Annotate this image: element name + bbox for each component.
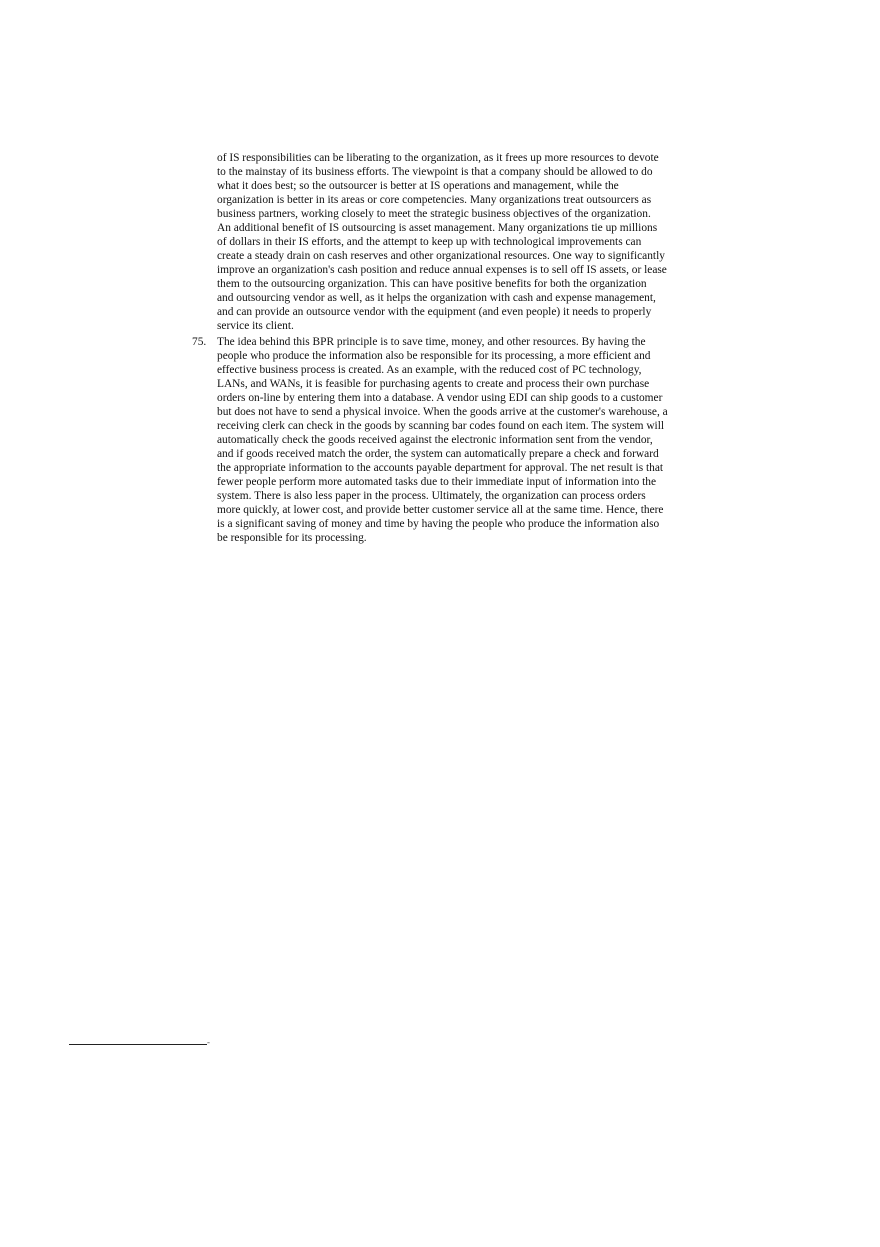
paragraph-line: more quickly, at lower cost, and provide better customer service all at the same time. Hence, there bbox=[217, 504, 664, 516]
paragraph-line: and outsourcing vendor as well, as it helps the organization with cash and expense management, bbox=[217, 292, 656, 304]
paragraph-line: the appropriate information to the accounts payable department for approval. The net result is that bbox=[217, 462, 664, 474]
paragraph-line: receiving clerk can check in the goods by scanning bar codes found on each item. The system will bbox=[217, 420, 665, 432]
paragraph-line: people who produce the information also be responsible for its processing, a more efficient and bbox=[217, 350, 651, 362]
paragraph-line: orders on-line by entering them into a database. A vendor using EDI can ship goods to a customer bbox=[217, 392, 663, 404]
paragraph-line: system. There is also less paper in the process. Ultimately, the organization can process orders bbox=[217, 490, 646, 502]
paragraph-line: of IS responsibilities can be liberating to the organization, as it frees up more resources to devote bbox=[217, 152, 659, 164]
paragraph-line: and if goods received match the order, the system can automatically prepare a check and forward bbox=[217, 448, 659, 460]
paragraph-line: create a steady drain on cash reserves and other organizational resources. One way to significantly bbox=[217, 250, 665, 262]
paragraph-line: service its client. bbox=[217, 320, 294, 332]
paragraph-line: An additional benefit of IS outsourcing is asset management. Many organizations tie up millions bbox=[217, 222, 658, 234]
item-number: 75. bbox=[192, 336, 207, 348]
paragraph-line: The idea behind this BPR principle is to save time, money, and other resources. By having the bbox=[217, 336, 646, 348]
paragraph-line: automatically check the goods received against the electronic information sent from the vendor, bbox=[217, 434, 653, 446]
paragraph-line: be responsible for its processing. bbox=[217, 532, 367, 544]
paragraph-line: what it does best; so the outsourcer is better at IS operations and management, while the bbox=[217, 180, 619, 192]
paragraph-line: and can provide an outsource vendor with the equipment (and even people) it needs to properly bbox=[217, 306, 652, 318]
paragraph-line: effective business process is created. As an example, with the reduced cost of PC technology, bbox=[217, 364, 642, 376]
footnote-mark: - bbox=[207, 1037, 210, 1047]
paragraph-line: is a significant saving of money and time by having the people who produce the information also bbox=[217, 518, 660, 530]
paragraph-line: them to the outsourcing organization. This can have positive benefits for both the organization bbox=[217, 278, 647, 290]
paragraph-line: fewer people perform more automated tasks due to their immediate input of information into the bbox=[217, 476, 657, 488]
paragraph-line: LANs, and WANs, it is feasible for purchasing agents to create and process their own purchase bbox=[217, 378, 650, 390]
footnote-separator bbox=[69, 1044, 207, 1045]
paragraph-line: improve an organization's cash position and reduce annual expenses is to sell off IS assets, or lease bbox=[217, 264, 667, 276]
paragraph-line: business partners, working closely to meet the strategic business objectives of the organization. bbox=[217, 208, 651, 220]
paragraph-line: but does not have to send a physical invoice. When the goods arrive at the customer's warehouse, a bbox=[217, 406, 668, 418]
paragraph-line: of dollars in their IS efforts, and the attempt to keep up with technological improvements can bbox=[217, 236, 642, 248]
paragraph-line: organization is better in its areas or core competencies. Many organizations treat outsourcers as bbox=[217, 194, 652, 206]
paragraph-line: to the mainstay of its business efforts. The viewpoint is that a company should be allowed to do bbox=[217, 166, 653, 178]
